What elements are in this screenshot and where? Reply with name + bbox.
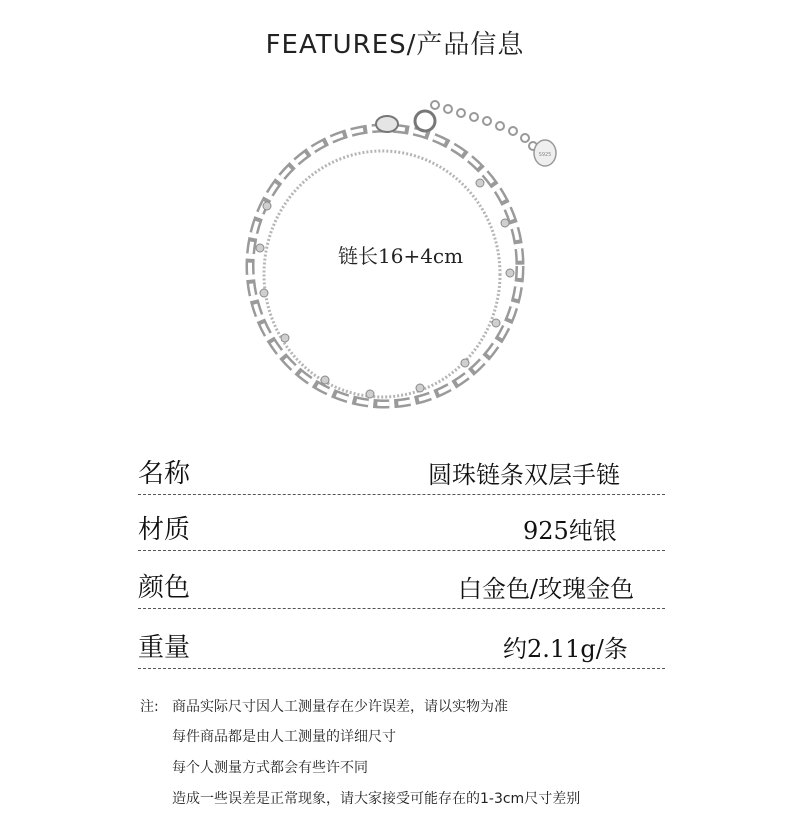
spec-value: 约2.11g/条 bbox=[503, 635, 628, 663]
spec-value: 圆珠链条双层手链 bbox=[428, 461, 620, 489]
spec-label: 颜色 bbox=[138, 573, 191, 603]
spec-label: 重量 bbox=[138, 633, 191, 663]
spec-row-name bbox=[138, 448, 665, 495]
page-title: FEATURES/产品信息 bbox=[265, 30, 525, 60]
spec-label: 名称 bbox=[138, 459, 191, 489]
spec-label: 材质 bbox=[138, 515, 191, 545]
spec-row-weight bbox=[138, 622, 665, 669]
chain-length-label: 链长16+4cm bbox=[338, 244, 464, 268]
spec-value: 白金色/玫瑰金色 bbox=[458, 575, 635, 603]
note-prefix: 注: bbox=[140, 699, 159, 715]
spec-value: 925纯银 bbox=[523, 517, 617, 545]
tag-text: S925 bbox=[538, 152, 552, 158]
spec-row-color bbox=[138, 562, 665, 609]
note-line: 造成一些误差是正常现象，请大家接受可能存在的1-3cm尺寸差别 bbox=[172, 791, 581, 807]
note-line: 每个人测量方式都会有些许不同 bbox=[172, 760, 368, 776]
spec-row-material bbox=[138, 504, 665, 551]
note-line: 商品实际尺寸因人工测量存在少许误差，请以实物为准 bbox=[172, 699, 508, 715]
note-line: 每件商品都是由人工测量的详细尺寸 bbox=[172, 729, 396, 745]
